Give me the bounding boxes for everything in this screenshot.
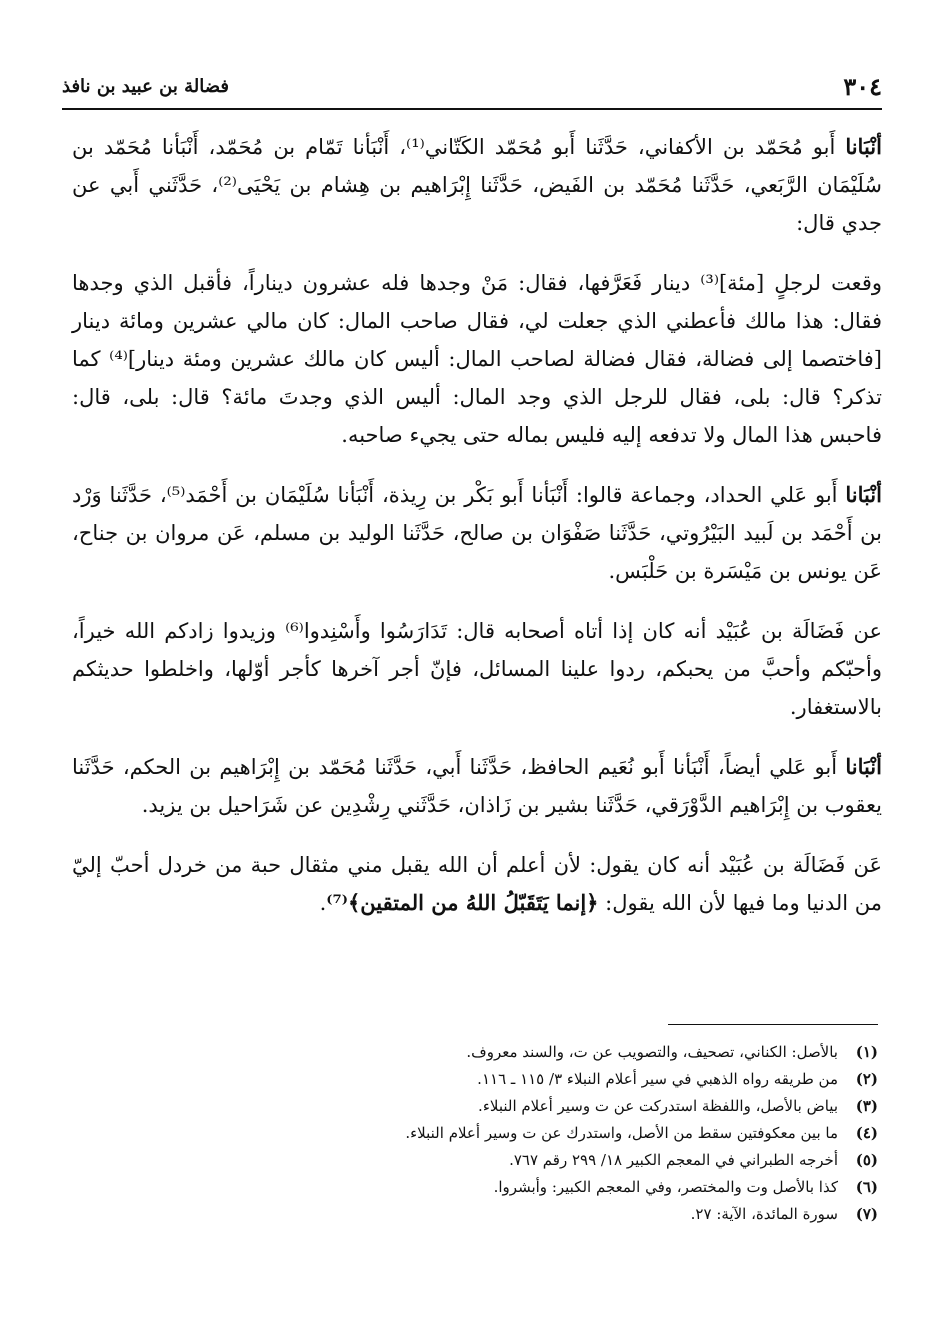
footnote-text: من طريقه رواه الذهبي في سير أعلام النبلاء ٣/ ١١٥ ـ ١١٦.	[477, 1070, 838, 1088]
matn-paragraph	[72, 846, 882, 922]
footnote-text: ما بين معكوفتين سقط من الأصل، واستدرك عن ت وسير أعلام النبلاء.	[405, 1124, 838, 1142]
footnote-number: (٢)	[855, 1070, 878, 1088]
matn-paragraph	[72, 264, 882, 454]
matn-paragraph	[72, 612, 882, 726]
footnote-item	[118, 1123, 878, 1144]
running-title: فضالة بن عبيد بن نافذ	[62, 76, 229, 97]
isnad-paragraph	[72, 748, 882, 824]
footnote-text: بياض بالأصل، واللفظة استدركت عن ت وسير أعلام النبلاء.	[478, 1097, 838, 1115]
footnote-item	[118, 1150, 878, 1171]
footnote-item	[118, 1204, 878, 1225]
footnote-number: (٧)	[855, 1205, 878, 1223]
footnote-number: (٥)	[855, 1151, 878, 1169]
paragraph-text: أَبو عَلي أيضاً، أَنْبَأنا أَبو نُعَيم الحافظ، حَدَّثَنا أَبي، حَدَّثَنا مُحَمّد بن إِبْرَاهيم بن الحكم، حَدَّثَنا يعقوب بن إِبْرَاهيم الدَّوْرَقي، حَدَّثَنا بشير بن زَاذان، حَدَّثَني رِشْدِين عن شَرَاحيل بن يزيد.	[72, 755, 882, 817]
footnotes-list	[118, 1042, 878, 1231]
paragraph-text: وقعت لرجلٍ [مئة]⁽³⁾ دينار فَعَرَّفها، فقال: مَنْ وجدها فله عشرون ديناراً، فأقبل الذي وجدها فقال: هذا مالك فأعطني الذي جعلت لي، فقال صاحب المال: كان مالي عشرين ومائة دينار [فاختصما إلى فضالة، فقال فضالة لصاحب المال: أليس كان مالك عشرين ومئة دينار]⁽⁴⁾ كما تذكر؟ قال: بلى، فقال للرجل الذي وجد المال: أليس الذي وجدتَ مائة؟ قال: بلى، قال: فاحبس هذا المال ولا تدفعه إليه فليس بماله حتى يجيء صاحبه.	[72, 271, 882, 447]
paragraph-tail: .	[319, 891, 327, 915]
page-number: ٣٠٤	[843, 72, 882, 101]
footnote-number: (٦)	[855, 1178, 878, 1196]
footnote-text: كذا بالأصل وت والمختصر، وفي المعجم الكبير: وأبشروا.	[493, 1178, 838, 1196]
footnote-number: (٤)	[855, 1124, 878, 1142]
paragraph-text: عن فَضَالَة بن عُبَيْد أنه كان إذا أتاه أصحابه قال: تَدَارَسُوا وأَسْنِدوا⁽⁶⁾ وزيدوا زادكم الله خيراً، وأحبّكم وأحبَّ من يحبكم، ردوا علينا المسائل، فإنّ أجر آخرها كأجر أوّلها، واخلطوا حديثكم بالاستغفار.	[72, 619, 883, 719]
lead-word: أنْبَانا	[845, 482, 882, 507]
footnote-text: بالأصل: الكناني، تصحيف، والتصويب عن ت، والسند معروف.	[466, 1043, 838, 1061]
footnote-number: (٣)	[855, 1097, 878, 1115]
footnote-item	[118, 1069, 878, 1090]
main-text	[72, 128, 882, 944]
isnad-paragraph	[72, 476, 882, 590]
paragraph-text: أَبو عَلي الحداد، وجماعة قالوا: أَنْبَأنا أَبو بَكْر بن رِيذة، أَنْبَأنا سُلَيْمَان بن أَحْمَد⁽⁵⁾، حَدَّثَنا وَرْد بن أَحْمَد بن لَبيد البَيْرُوتي، حَدَّثَنا صَفْوَان بن صالح، حَدَّثَنا الوليد بن مسلم، عَن مروان بن جناح، عَن يونس بن مَيْسَرة بن حَلْبَس.	[72, 483, 882, 583]
paragraph-text: أَبو مُحَمّد بن الأكفاني، حَدَّثَنا أَبو مُحَمّد الكَتّاني⁽¹⁾، أَنْبَأنا تَمّام بن مُحَمّد، أَنْبَأنا مُحَمّد بن سُلَيْمَان الرَّبَعي، حَدَّثَنا مُحَمّد بن الفَيض، حَدَّثَنا إِبْرَاهيم بن هِشام بن يَحْيَى⁽²⁾، حَدَّثَني أَبي عن جدي قال:	[72, 135, 882, 235]
lead-word: أنْبَانا	[845, 754, 882, 779]
quran-quote: ﴿إنما يَتَقَبّلُ اللهُ من المتقين﴾⁽⁷⁾	[326, 890, 599, 915]
page-header	[62, 68, 882, 110]
footnote-item	[118, 1096, 878, 1117]
footnote-number: (١)	[855, 1043, 878, 1061]
paragraph-text: عَن فَضَالَة بن عُبَيْد أنه كان يقول: لأن أعلم أن الله يقبل مني مثقال حبة من خردل أحبّ إليّ من الدنيا وما فيها لأن الله يقول:	[72, 853, 882, 915]
footnote-item	[118, 1177, 878, 1198]
footnote-text: سورة المائدة، الآية: ٢٧.	[690, 1205, 838, 1223]
isnad-paragraph	[72, 128, 882, 242]
footnote-text: أخرجه الطبراني في المعجم الكبير ١٨/ ٢٩٩ رقم ٧٦٧.	[509, 1151, 838, 1169]
footnote-item	[118, 1042, 878, 1063]
lead-word: أنْبَانا	[845, 134, 882, 159]
footnote-divider	[668, 1024, 878, 1025]
